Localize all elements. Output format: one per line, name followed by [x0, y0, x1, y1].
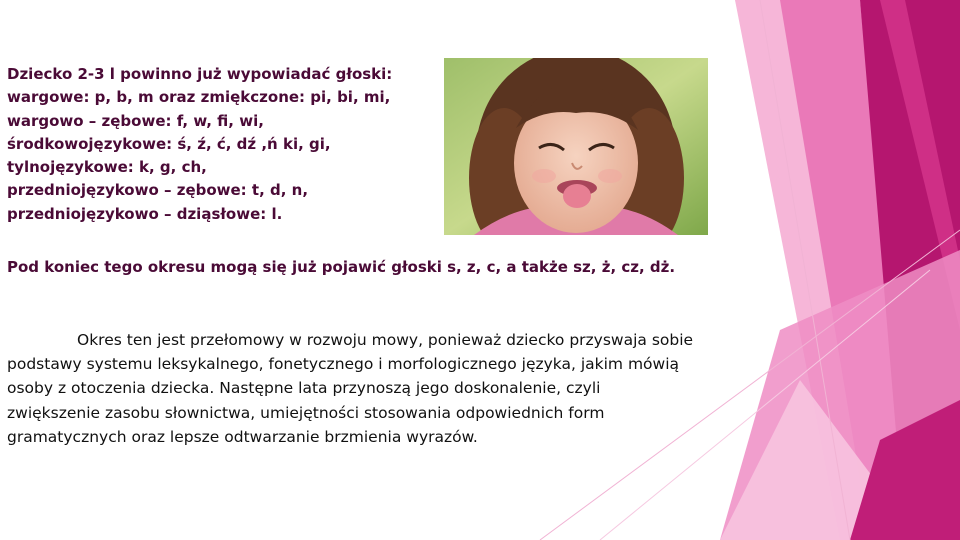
list-item: wargowo – zębowe: f, w, fi, wi,: [7, 111, 264, 130]
body-paragraph: Okres ten jest przełomowy w rozwoju mowy, ponieważ dziecko przyswaja sobie podstawy systemu leksykalnego, fonetycznego i morfologicznego języka, jakim mówią osoby z otoczenia dziecka. Następne lata przynoszą jego doskonalenie, czyli zwiększenie zasobu słownictwa, umiejętności stosowania odpowiednich form gramatycznych oraz lepsze odtwarzanie brzmienia wyrazów.: [7, 331, 694, 446]
phonemes-list: [7, 63, 447, 226]
list-item: przedniojęzykowo – zębowe: t, d, n,: [7, 181, 309, 200]
summary-text: Pod koniec tego okresu mogą się już pojawić głoski s, z, c, a także sz, ż, cz, dż.: [7, 258, 676, 276]
list-item: Dziecko 2-3 l powinno już wypowiadać głoski:: [7, 65, 393, 83]
child-photo: [444, 58, 708, 235]
list-item: wargowe: p, b, m oraz zmiękczone: pi, bi, mi,: [7, 88, 391, 107]
list-item: środkowojęzykowe: ś, ź, ć, dź ,ń ki, gi,: [7, 134, 331, 153]
list-item: przedniojęzykowo – dziąsłowe: l.: [7, 204, 283, 223]
list-item: tylnojęzykowe: k, g, ch,: [7, 158, 207, 177]
